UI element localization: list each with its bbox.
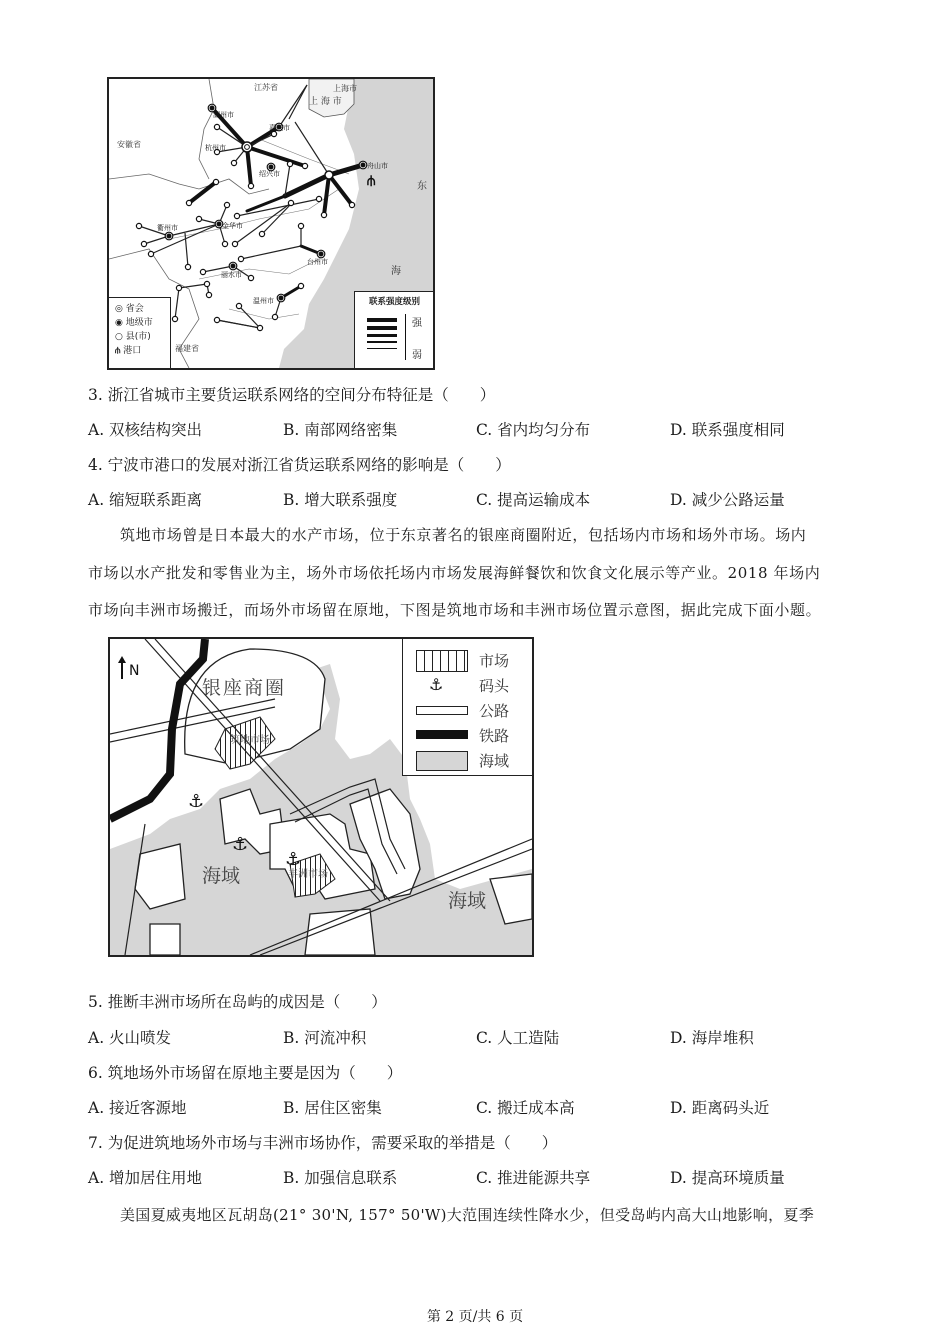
label-sea-right: 海域 bbox=[448, 890, 487, 912]
question-7-stem: 7. 为促进筑地场外市场与丰洲市场协作，需要采取的举措是（ ） bbox=[88, 1134, 558, 1152]
svg-text:湖州市: 湖州市 bbox=[213, 111, 234, 119]
q3-option-c[interactable]: C. 省内均匀分布 bbox=[476, 421, 591, 439]
wharf-icon: ⚓ bbox=[188, 791, 205, 812]
label-jiangsu: 江苏省 bbox=[254, 83, 278, 92]
q3-option-b[interactable]: B. 南部网络密集 bbox=[283, 421, 398, 439]
label-fujian: 福建省 bbox=[175, 344, 199, 353]
q7-option-a[interactable]: A. 增加居住用地 bbox=[88, 1169, 203, 1187]
passage-1-line-3: 市场向丰洲市场搬迁，而场外市场留在原地，下图是筑地市场和丰洲市场位置示意图，据此完成下面小题。 bbox=[88, 601, 822, 619]
map1-symbol-legend: ◎ 省会 ◉ 地级市 ○ 县(市) ⫛ 港口 bbox=[109, 297, 171, 368]
map2-legend: 市场 ⚓ 码头 公路 铁路 海域 bbox=[402, 639, 533, 776]
county-icon: ○ bbox=[115, 332, 123, 342]
label-toyosu: 丰洲市场 bbox=[288, 869, 328, 880]
svg-text:丽水市: 丽水市 bbox=[221, 271, 242, 279]
svg-text:上海市: 上海市 bbox=[333, 84, 357, 93]
q5-option-c[interactable]: C. 人工造陆 bbox=[476, 1029, 560, 1047]
q4-option-c[interactable]: C. 提高运输成本 bbox=[476, 491, 591, 509]
question-4-stem: 4. 宁波市港口的发展对浙江省货运联系网络的影响是（ ） bbox=[88, 456, 511, 474]
svg-text:杭州市: 杭州市 bbox=[205, 144, 226, 152]
strength-arrow bbox=[405, 314, 406, 360]
svg-text:金华市: 金华市 bbox=[222, 222, 243, 230]
q3-option-a[interactable]: A. 双核结构突出 bbox=[88, 421, 203, 439]
port-icon: ⫛ bbox=[115, 346, 121, 356]
question-3-stem: 3. 浙江省城市主要货运联系网络的空间分布特征是（ ） bbox=[88, 386, 496, 404]
q7-option-b[interactable]: B. 加强信息联系 bbox=[283, 1169, 398, 1187]
q4-option-a[interactable]: A. 缩短联系距离 bbox=[88, 491, 203, 509]
map1-strength-legend: 联系强度级别 强 弱 bbox=[354, 291, 434, 369]
wharf-icon: ⚓ bbox=[285, 849, 302, 870]
label-ginza: 银座商圈 bbox=[202, 677, 287, 699]
road-legend-swatch bbox=[416, 706, 468, 715]
q7-option-d[interactable]: D. 提高环境质量 bbox=[670, 1169, 785, 1187]
question-5-stem: 5. 推断丰洲市场所在岛屿的成因是（ ） bbox=[88, 993, 387, 1011]
wharf-legend-icon: ⚓ bbox=[429, 675, 444, 694]
q6-option-b[interactable]: B. 居住区密集 bbox=[283, 1099, 382, 1117]
north-arrow-icon bbox=[118, 656, 126, 663]
label-sea-left: 海域 bbox=[202, 865, 241, 887]
svg-text:台州市: 台州市 bbox=[307, 258, 328, 266]
sea-legend-swatch bbox=[416, 751, 468, 771]
svg-text:嘉兴市: 嘉兴市 bbox=[269, 124, 290, 132]
q5-option-b[interactable]: B. 河流冲积 bbox=[283, 1029, 367, 1047]
q5-option-d[interactable]: D. 海岸堆积 bbox=[670, 1029, 754, 1047]
q5-option-a[interactable]: A. 火山喷发 bbox=[88, 1029, 172, 1047]
svg-text:绍兴市: 绍兴市 bbox=[259, 170, 280, 178]
question-6-stem: 6. 筑地场外市场留在原地主要是因为（ ） bbox=[88, 1064, 403, 1082]
passage-2-line-1: 美国夏威夷地区瓦胡岛(21° 30'N, 157° 50'W)大范围连续性降水少，但受岛屿内高大山地影响，夏季 bbox=[120, 1206, 815, 1224]
q4-option-d[interactable]: D. 减少公路运量 bbox=[670, 491, 785, 509]
tsukiji-toyosu-map bbox=[108, 637, 534, 957]
q6-option-a[interactable]: A. 接近客源地 bbox=[88, 1099, 187, 1117]
wharf-icon: ⚓ bbox=[232, 834, 249, 855]
svg-text:东: 东 bbox=[417, 181, 427, 192]
q6-option-d[interactable]: D. 距离码头近 bbox=[670, 1099, 770, 1117]
svg-text:海: 海 bbox=[391, 266, 401, 277]
capital-icon: ◎ bbox=[115, 304, 123, 314]
railway-legend-swatch bbox=[416, 730, 468, 739]
passage-1-line-1: 筑地市场曾是日本最大的水产市场，位于东京著名的银座商圈附近，包括场内市场和场外市场。场内 bbox=[120, 526, 807, 544]
page-number: 第 2 页/共 6 页 bbox=[426, 1309, 524, 1325]
svg-text:N: N bbox=[129, 663, 140, 679]
svg-text:衢州市: 衢州市 bbox=[157, 224, 178, 232]
passage-1-line-2: 市场以水产批发和零售业为主，场外市场依托场内市场发展海鲜餐饮和饮食文化展示等产业。2018 年场内 bbox=[88, 564, 821, 582]
zhejiang-freight-map bbox=[107, 77, 435, 370]
q7-option-c[interactable]: C. 推进能源共享 bbox=[476, 1169, 591, 1187]
svg-text:上 海 市: 上 海 市 bbox=[309, 97, 342, 107]
market-legend-swatch bbox=[416, 650, 468, 672]
prefecture-city-icon: ◉ bbox=[115, 318, 123, 328]
svg-text:温州市: 温州市 bbox=[253, 297, 274, 305]
q3-option-d[interactable]: D. 联系强度相同 bbox=[670, 421, 785, 439]
label-tsukiji: 筑地市场 bbox=[230, 735, 270, 746]
label-anhui: 安徽省 bbox=[117, 140, 141, 149]
q4-option-b[interactable]: B. 增大联系强度 bbox=[283, 491, 398, 509]
svg-text:⫛: ⫛ bbox=[367, 173, 376, 189]
q6-option-c[interactable]: C. 搬迁成本高 bbox=[476, 1099, 575, 1117]
svg-text:舟山市: 舟山市 bbox=[367, 162, 388, 170]
